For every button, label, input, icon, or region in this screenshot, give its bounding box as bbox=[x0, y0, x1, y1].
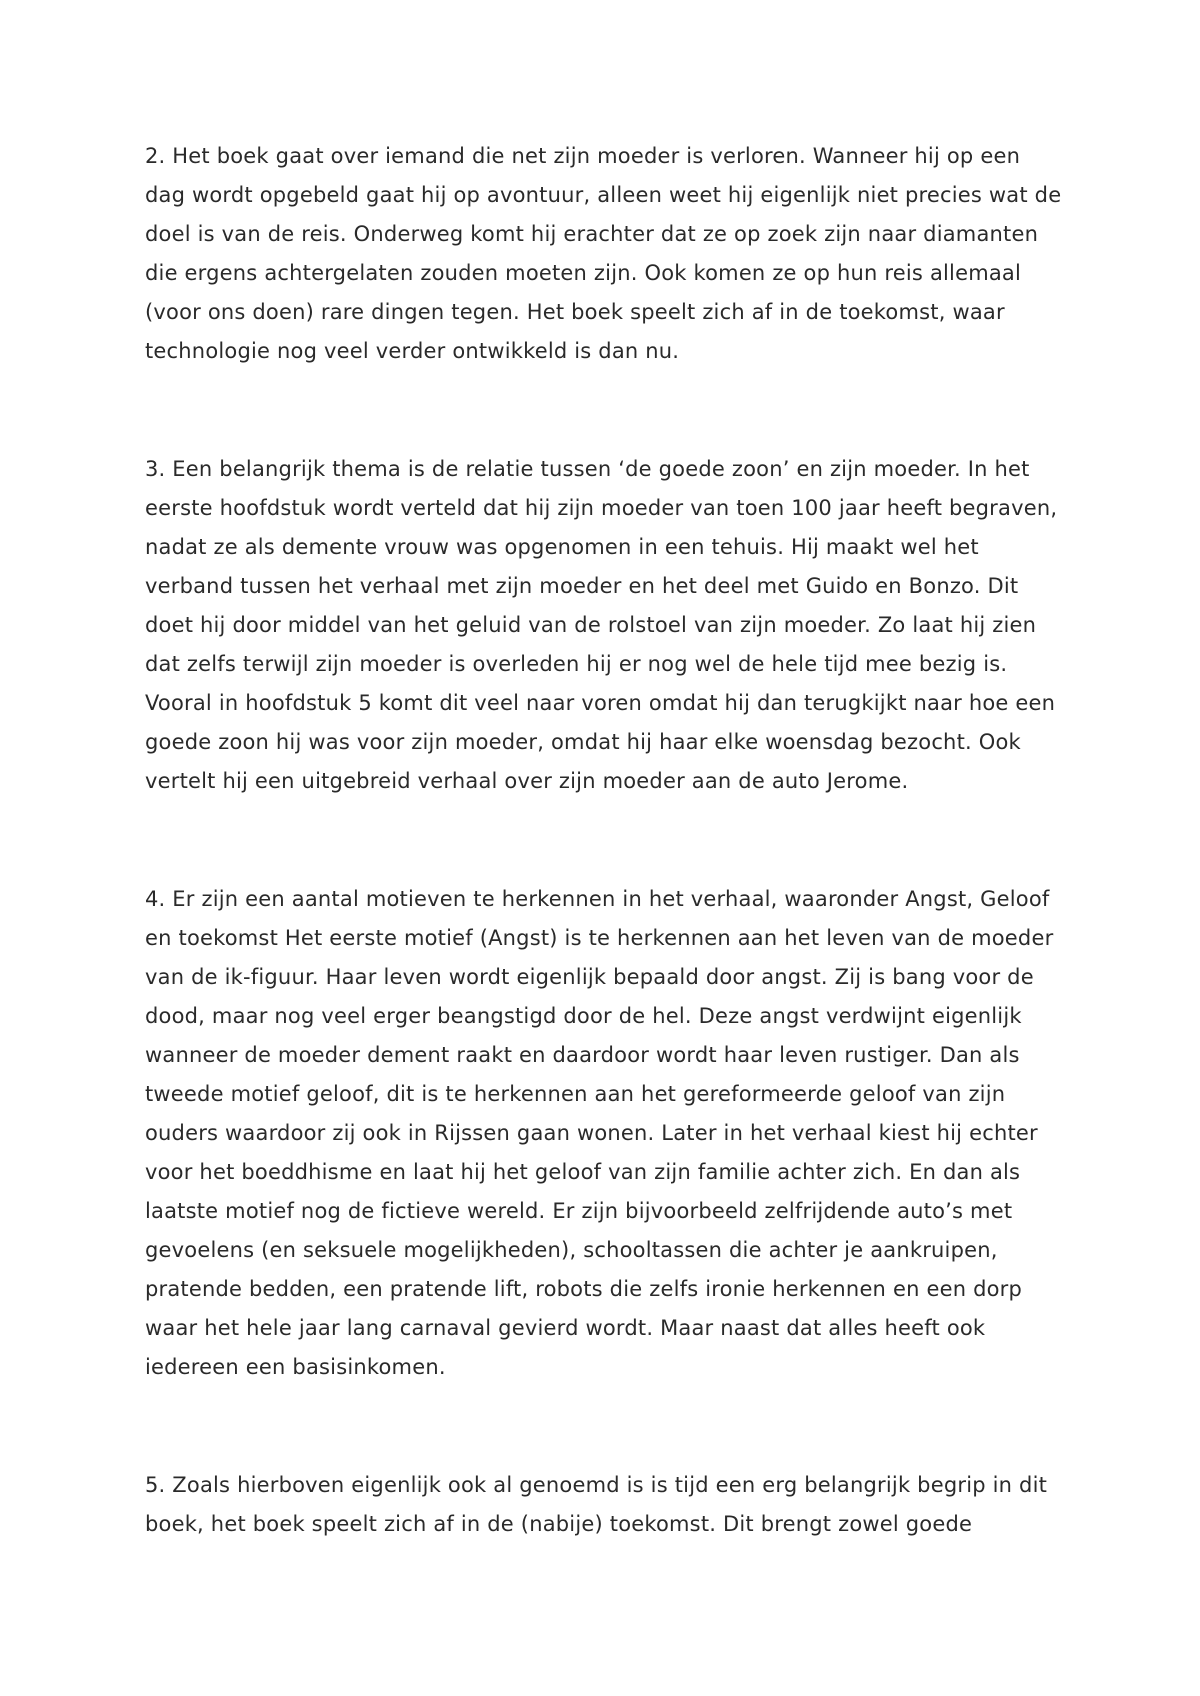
paragraph-2: 2. Het boek gaat over iemand die net zijn moeder is verloren. Wanneer hij op een dag wordt opgebeld gaat hij op avontuur, alleen weet hij eigenlijk niet precies wat de doel is van de reis. Onderweg komt hij erachter dat ze op zoek zijn naar diamanten die ergens achtergelaten zouden moeten zijn. Ook komen ze op hun reis allemaal (voor ons doen) rare dingen tegen. Het boek speelt zich af in de toekomst, waar technologie nog veel verder ontwikkeld is dan nu. bbox=[145, 144, 1062, 363]
paragraph-4: 4. Er zijn een aantal motieven te herkennen in het verhaal, waaronder Angst, Geloof en toekomst Het eerste motief (Angst) is te herkennen aan het leven van de moeder van de ik-figuur. Haar leven wordt eigenlijk bepaald door angst. Zij is bang voor de dood, maar nog veel erger beangstigd door de hel. Deze angst verdwijnt eigenlijk wanneer de moeder dement raakt en daardoor wordt haar leven rustiger. Dan als tweede motief geloof, dit is te herkennen aan het gereformeerde geloof van zijn ouders waardoor zij ook in Rijssen gaan wonen. Later in het verhaal kiest hij echter voor het boeddhisme en laat hij het geloof van zijn familie achter zich. En dan als laatste motief nog de fictieve wereld. Er zijn bijvoorbeeld zelfrijdende auto’s met gevoelens (en seksuele mogelijkheden), schooltassen die achter je aankruipen, pratende bedden, een pratende lift, robots die zelfs ironie herkennen en een dorp waar het hele jaar lang carnaval gevierd wordt. Maar naast dat alles heeft ook iedereen een basisinkomen. bbox=[145, 887, 1054, 1379]
document-body bbox=[145, 137, 1065, 1544]
paragraph-5: 5. Zoals hierboven eigenlijk ook al genoemd is is tijd een erg belangrijk begrip in dit boek, het boek speelt zich af in de (nabije) toekomst. Dit brengt zowel goede bbox=[145, 1473, 1048, 1536]
paragraph-3: 3. Een belangrijk thema is de relatie tussen ‘de goede zoon’ en zijn moeder. In het eerste hoofdstuk wordt verteld dat hij zijn moeder van toen 100 jaar heeft begraven, nadat ze als demente vrouw was opgenomen in een tehuis. Hij maakt wel het verband tussen het verhaal met zijn moeder en het deel met Guido en Bonzo. Dit doet hij door middel van het geluid van de rolstoel van zijn moeder. Zo laat hij zien dat zelfs terwijl zijn moeder is overleden hij er nog wel de hele tijd mee bezig is. Vooral in hoofdstuk 5 komt dit veel naar voren omdat hij dan terugkijkt naar hoe een goede zoon hij was voor zijn moeder, omdat hij haar elke woensdag bezocht. Ook vertelt hij een uitgebreid verhaal over zijn moeder aan de auto Jerome. bbox=[145, 457, 1058, 793]
